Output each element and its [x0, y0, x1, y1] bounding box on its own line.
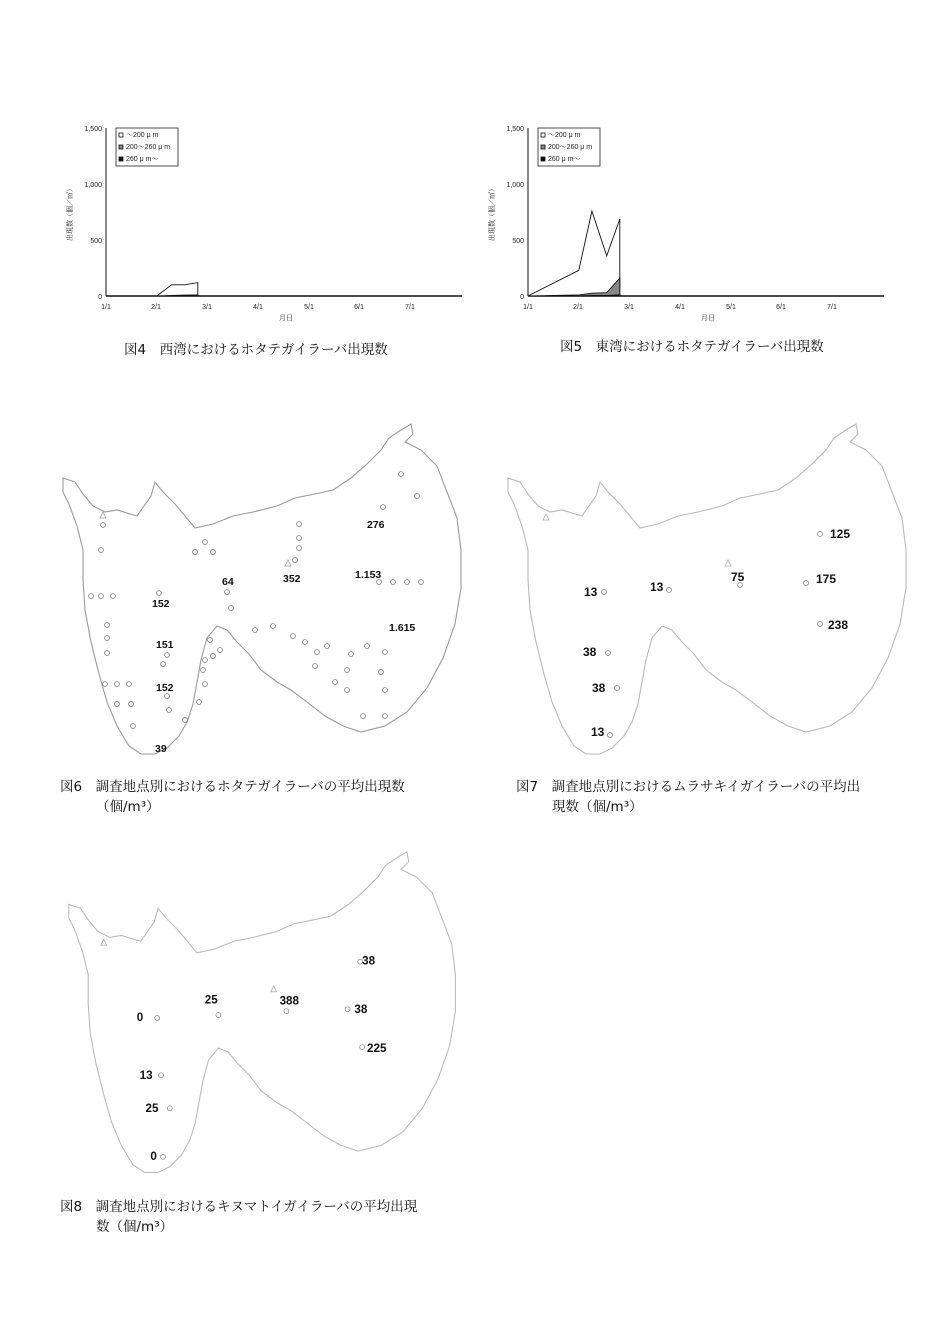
- fig5-xtick-1: 2/1: [573, 304, 583, 311]
- fig8-value-3: 388: [279, 994, 300, 1008]
- fig6-station: [297, 546, 302, 551]
- fig6-station: [313, 664, 318, 669]
- fig4-legend-2: 260 μ m〜: [126, 156, 159, 163]
- fig5-xtick-5: 6/1: [776, 304, 786, 311]
- fig8-value-5: 225: [367, 1042, 387, 1055]
- fig5-legend-0: 〜200 μ m: [548, 132, 581, 139]
- fig5-legend-1: 200〜260 μ m: [548, 144, 593, 151]
- fig6-station: [383, 688, 388, 693]
- fig7-station: [608, 733, 613, 738]
- fig7-station: [606, 651, 611, 656]
- fig6-stations: [89, 472, 424, 729]
- fig7-stations: [602, 532, 823, 738]
- fig6-station: [218, 648, 223, 653]
- fig7-station: [804, 581, 809, 586]
- fig8-caption-line2: 数（個/m³）: [96, 1219, 174, 1235]
- fig6-station: [161, 662, 166, 667]
- fig6-bay-outline: [63, 424, 461, 754]
- fig5-xlabel: 月日: [701, 315, 715, 322]
- fig6-station: [211, 550, 216, 555]
- fig4-xtick-3: 4/1: [253, 304, 263, 311]
- fig8-stations: [155, 959, 368, 1159]
- fig4-xtick-2: 3/1: [202, 304, 212, 311]
- fig5-legend: [538, 128, 600, 166]
- fig6-value-2: 352: [283, 573, 301, 585]
- fig6-station: [89, 594, 94, 599]
- fig6-value-3: 1.153: [355, 569, 382, 581]
- fig8-triangle-marker: [101, 939, 107, 945]
- fig5-xtick-6: 7/1: [827, 304, 837, 311]
- fig8-station: [284, 1009, 289, 1014]
- fig6-station: [131, 724, 136, 729]
- fig4-ytick-2: 1,000: [84, 182, 102, 189]
- fig4-xtick-1: 2/1: [151, 304, 161, 311]
- fig6-station: [379, 670, 384, 675]
- fig5-ylabel: 出現数（個／㎥）: [489, 185, 496, 241]
- fig6-station: [293, 558, 298, 563]
- fig4-caption: 図4 西湾におけるホタテガイラーバ出現数: [124, 342, 388, 358]
- fig4-ytick-3: 1,500: [84, 126, 102, 133]
- fig4-xtick-4: 5/1: [304, 304, 314, 311]
- fig5-xticks: [523, 304, 837, 311]
- fig6-value-0: 276: [367, 519, 385, 531]
- fig6-station: [297, 522, 302, 527]
- fig6-station: [253, 628, 258, 633]
- fig6-value-7: 152: [156, 682, 174, 694]
- fig6-station: [291, 634, 296, 639]
- fig6-station: [383, 650, 388, 655]
- fig7-value-6: 38: [583, 645, 597, 659]
- fig8-caption: [60, 1197, 417, 1237]
- fig5-chart: [482, 118, 892, 328]
- fig6-station: [315, 650, 320, 655]
- fig4-ytick-1: 500: [90, 238, 102, 245]
- fig8-bay-outline: [69, 852, 456, 1173]
- fig6-station: [325, 644, 330, 649]
- fig5-xtick-3: 4/1: [675, 304, 685, 311]
- fig7-station: [615, 686, 620, 691]
- fig6-station: [391, 580, 396, 585]
- fig6-caption-line2: （個/m³）: [96, 799, 160, 815]
- fig6-station: [303, 640, 308, 645]
- fig4-xtick-5: 6/1: [354, 304, 364, 311]
- fig6-station: [345, 668, 350, 673]
- fig6-station: [197, 700, 202, 705]
- fig6-station: [201, 668, 206, 673]
- fig4-legend-swatch-1: [119, 145, 123, 149]
- fig7-triangle-marker: [725, 560, 731, 566]
- fig6-triangle-marker: [100, 512, 106, 518]
- fig6-station: [349, 652, 354, 657]
- fig8-map: [55, 848, 475, 1188]
- fig8-station: [216, 1013, 221, 1018]
- fig6-station: [129, 702, 134, 707]
- fig6-station: [365, 644, 370, 649]
- fig6-station: [157, 591, 162, 596]
- fig5-legend-swatch-1: [541, 145, 545, 149]
- fig7-map: [500, 420, 920, 770]
- fig6-station: [203, 540, 208, 545]
- fig6-station: [101, 523, 106, 528]
- fig7-station: [818, 622, 823, 627]
- series-area-0: [528, 211, 620, 296]
- fig6-station: [111, 594, 116, 599]
- fig8-values: [137, 955, 387, 1163]
- fig5-ytick-3: 1,500: [506, 126, 524, 133]
- fig4-legend-swatch-2: [119, 157, 123, 161]
- fig6-value-6: 1.615: [389, 622, 416, 634]
- fig6-station: [208, 638, 213, 643]
- fig6-value-1: 64: [222, 576, 234, 588]
- fig4-chart: [60, 118, 470, 328]
- fig4-ytick-0: 0: [98, 294, 102, 301]
- fig6-station: [383, 714, 388, 719]
- fig5-ytick-0: 0: [520, 294, 524, 301]
- fig8-value-2: 25: [204, 993, 218, 1007]
- fig6-station: [193, 550, 198, 555]
- fig4-xtick-6: 7/1: [405, 304, 415, 311]
- fig8-station: [167, 1106, 172, 1111]
- fig4-legend-0: 〜200 μ m: [126, 132, 159, 139]
- fig7-value-3: 75: [731, 570, 745, 584]
- fig6-station: [361, 714, 366, 719]
- fig5-xtick-0: 1/1: [523, 304, 533, 311]
- fig5-ytick-2: 1,000: [506, 182, 524, 189]
- fig7-bay-outline: [508, 424, 906, 754]
- fig6-triangle-marker: [285, 560, 291, 566]
- fig7-value-8: 13: [591, 725, 605, 739]
- fig6-value-4: 152: [152, 598, 170, 610]
- fig7-caption: [516, 777, 860, 817]
- fig6-station: [105, 636, 110, 641]
- fig6-station: [405, 580, 410, 585]
- fig8-value-4: 38: [354, 1003, 368, 1017]
- fig6-station: [415, 494, 420, 499]
- fig5-yticks: [506, 126, 524, 301]
- fig6-station: [211, 654, 216, 659]
- fig6-caption-line1: 図6 調査地点別におけるホタテガイラーバの平均出現数: [60, 779, 405, 795]
- fig5-legend-swatch-0: [541, 133, 545, 137]
- fig6-station: [115, 702, 120, 707]
- fig6-station: [333, 680, 338, 685]
- fig6-map: [55, 420, 475, 770]
- fig6-value-8: 39: [155, 743, 167, 755]
- fig6-station: [103, 682, 108, 687]
- fig6-station: [99, 548, 104, 553]
- fig6-station: [99, 594, 104, 599]
- fig6-station: [229, 606, 234, 611]
- fig4-xtick-0: 1/1: [101, 304, 111, 311]
- fig7-value-4: 175: [816, 572, 837, 586]
- fig4-legend-swatch-0: [119, 133, 123, 137]
- series-area-0: [106, 283, 198, 296]
- fig6-station: [165, 694, 170, 699]
- fig6-station: [381, 505, 386, 510]
- fig7-station: [667, 588, 672, 593]
- fig7-caption-line1: 図7 調査地点別におけるムラサキイガイラーバの平均出: [516, 779, 861, 795]
- fig5-legend-2: 260 μ m〜: [548, 156, 581, 163]
- fig6-caption: [60, 777, 405, 817]
- fig8-station: [161, 1154, 166, 1159]
- fig5-xtick-2: 3/1: [624, 304, 634, 311]
- fig8-station: [360, 1045, 365, 1050]
- fig8-value-0: 38: [362, 954, 376, 968]
- fig6-value-5: 151: [156, 639, 174, 651]
- fig6-values: [152, 519, 415, 755]
- fig6-station: [165, 653, 170, 658]
- fig6-station: [203, 682, 208, 687]
- fig4-xticks: [101, 304, 415, 311]
- fig7-value-1: 13: [584, 585, 598, 599]
- fig6-station: [225, 590, 230, 595]
- fig8-value-6: 13: [139, 1069, 153, 1083]
- fig4-plot-area: [106, 283, 198, 296]
- fig6-station: [203, 658, 208, 663]
- fig8-triangle-marker: [271, 986, 277, 992]
- fig6-station: [419, 580, 424, 585]
- fig6-station: [127, 682, 132, 687]
- fig6-station: [297, 536, 302, 541]
- fig8-station: [155, 1016, 160, 1021]
- fig4-legend-1: 200〜260 μ m: [126, 144, 171, 151]
- fig7-value-2: 13: [650, 580, 664, 594]
- fig8-value-8: 0: [150, 1149, 157, 1163]
- fig7-caption-line2: 現数（個/m³）: [552, 799, 643, 815]
- fig5-legend-swatch-2: [541, 157, 545, 161]
- fig6-station: [167, 708, 172, 713]
- fig7-value-0: 125: [830, 527, 851, 541]
- fig6-station: [115, 682, 120, 687]
- fig7-value-5: 238: [828, 618, 849, 632]
- fig6-station: [399, 472, 404, 477]
- fig5-ytick-1: 500: [512, 238, 524, 245]
- fig7-station: [602, 590, 607, 595]
- fig4-yticks: [84, 126, 102, 301]
- fig6-station: [105, 623, 110, 628]
- fig7-values: [583, 527, 850, 739]
- fig5-xtick-4: 5/1: [726, 304, 736, 311]
- fig6-station: [345, 688, 350, 693]
- fig5-caption: 図5 東湾におけるホタテガイラーバ出現数: [560, 339, 824, 355]
- fig4-ylabel: 出現数（個／㎥）: [67, 185, 74, 241]
- fig8-station: [159, 1073, 164, 1078]
- fig8-value-7: 25: [145, 1102, 159, 1116]
- fig8-station: [345, 1007, 350, 1012]
- fig6-station: [105, 651, 110, 656]
- fig8-caption-line1: 図8 調査地点別におけるキヌマトイガイラーバの平均出現: [60, 1199, 418, 1215]
- fig7-value-7: 38: [592, 681, 606, 695]
- fig7-station: [818, 532, 823, 537]
- fig7-triangle-marker: [543, 514, 549, 520]
- fig5-plot-area: [528, 211, 620, 296]
- fig8-value-1: 0: [136, 1010, 144, 1024]
- fig6-station: [271, 624, 276, 629]
- fig6-station: [183, 718, 188, 723]
- fig4-legend: [116, 128, 178, 166]
- fig4-xlabel: 月日: [279, 315, 293, 322]
